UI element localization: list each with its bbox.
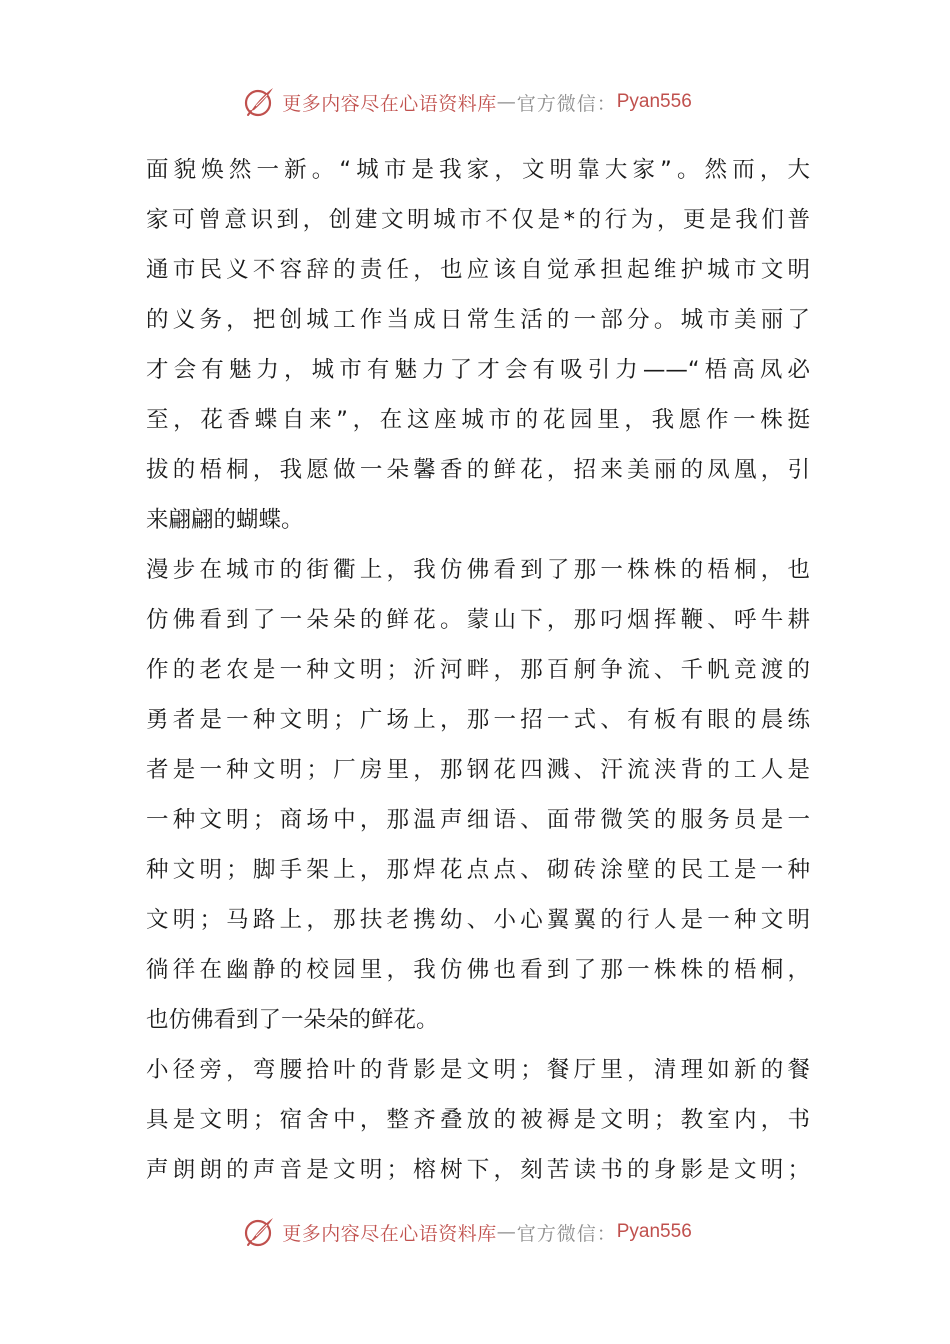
text-line: 拔的梧桐，我愿做一朵馨香的鲜花，招来美丽的凤凰，引 bbox=[146, 457, 810, 483]
text-line: 者是一种文明；厂房里，那钢花四溅、汗流浃背的工人是 bbox=[146, 757, 810, 783]
document-body bbox=[146, 145, 810, 1195]
text-line: 种文明；脚手架上，那焊花点点、砌砖涂壁的民工是一种 bbox=[146, 857, 810, 883]
header-wechat-label: 官方微信： bbox=[516, 92, 617, 115]
quill-pen-circle-icon bbox=[242, 84, 278, 120]
text-line: 徜徉在幽静的校园里，我仿佛也看到了那一株株的梧桐， bbox=[146, 957, 810, 983]
header-banner-content bbox=[242, 84, 692, 120]
text-line: 家可曾意识到，创建文明城市不仅是*的行为，更是我们普 bbox=[146, 207, 810, 233]
text-line: 面貌焕然一新。“城市是我家，文明靠大家”。然而，大 bbox=[146, 157, 810, 183]
footer-banner bbox=[0, 1212, 950, 1252]
footer-dash: — bbox=[496, 1221, 517, 1243]
text-line: 文明；马路上，那扶老携幼、小心翼翼的行人是一种文明 bbox=[146, 907, 810, 933]
header-wechat-id: Pyan556 bbox=[616, 91, 692, 112]
text-line: 来翩翩的蝴蝶。 bbox=[146, 507, 304, 533]
text-line: 漫步在城市的街衢上，我仿佛看到了那一株株的梧桐，也 bbox=[146, 557, 810, 583]
quill-pen-circle-icon bbox=[242, 1214, 278, 1250]
header-dash: — bbox=[496, 91, 517, 113]
footer-wechat-id: Pyan556 bbox=[616, 1221, 692, 1242]
text-line: 作的老农是一种文明；沂河畔，那百舸争流、千帆竞渡的 bbox=[146, 657, 810, 683]
text-line: 的义务，把创城工作当成日常生活的一部分。城市美丽了 bbox=[146, 307, 810, 333]
text-line: 具是文明；宿舍中，整齐叠放的被褥是文明；教室内，书 bbox=[146, 1107, 810, 1133]
text-line: 声朗朗的声音是文明；榕树下，刻苦读书的身影是文明； bbox=[146, 1157, 810, 1183]
text-line: 至，花香蝶自来”，在这座城市的花园里，我愿作一株挺 bbox=[146, 407, 810, 433]
text-line: 仿佛看到了一朵朵的鲜花。蒙山下，那叼烟挥鞭、呼牛耕 bbox=[146, 607, 810, 633]
text-line: 才会有魅力，城市有魅力了才会有吸引力——“梧高凤必 bbox=[146, 357, 810, 383]
text-line: 也仿佛看到了一朵朵的鲜花。 bbox=[146, 1007, 439, 1033]
footer-banner-content bbox=[242, 1214, 692, 1250]
text-line: 小径旁，弯腰拾叶的背影是文明；餐厅里，清理如新的餐 bbox=[146, 1057, 810, 1083]
text-line: 勇者是一种文明；广场上，那一招一式、有板有眼的晨练 bbox=[146, 707, 810, 733]
footer-library-text: 更多内容尽在心语资料库 bbox=[282, 1222, 497, 1245]
text-line: 通市民义不容辞的责任，也应该自觉承担起维护城市文明 bbox=[146, 257, 810, 283]
footer-wechat-label: 官方微信： bbox=[516, 1222, 617, 1245]
text-line: 一种文明；商场中，那温声细语、面带微笑的服务员是一 bbox=[146, 807, 810, 833]
header-banner bbox=[0, 82, 950, 122]
header-library-text: 更多内容尽在心语资料库 bbox=[282, 92, 497, 115]
